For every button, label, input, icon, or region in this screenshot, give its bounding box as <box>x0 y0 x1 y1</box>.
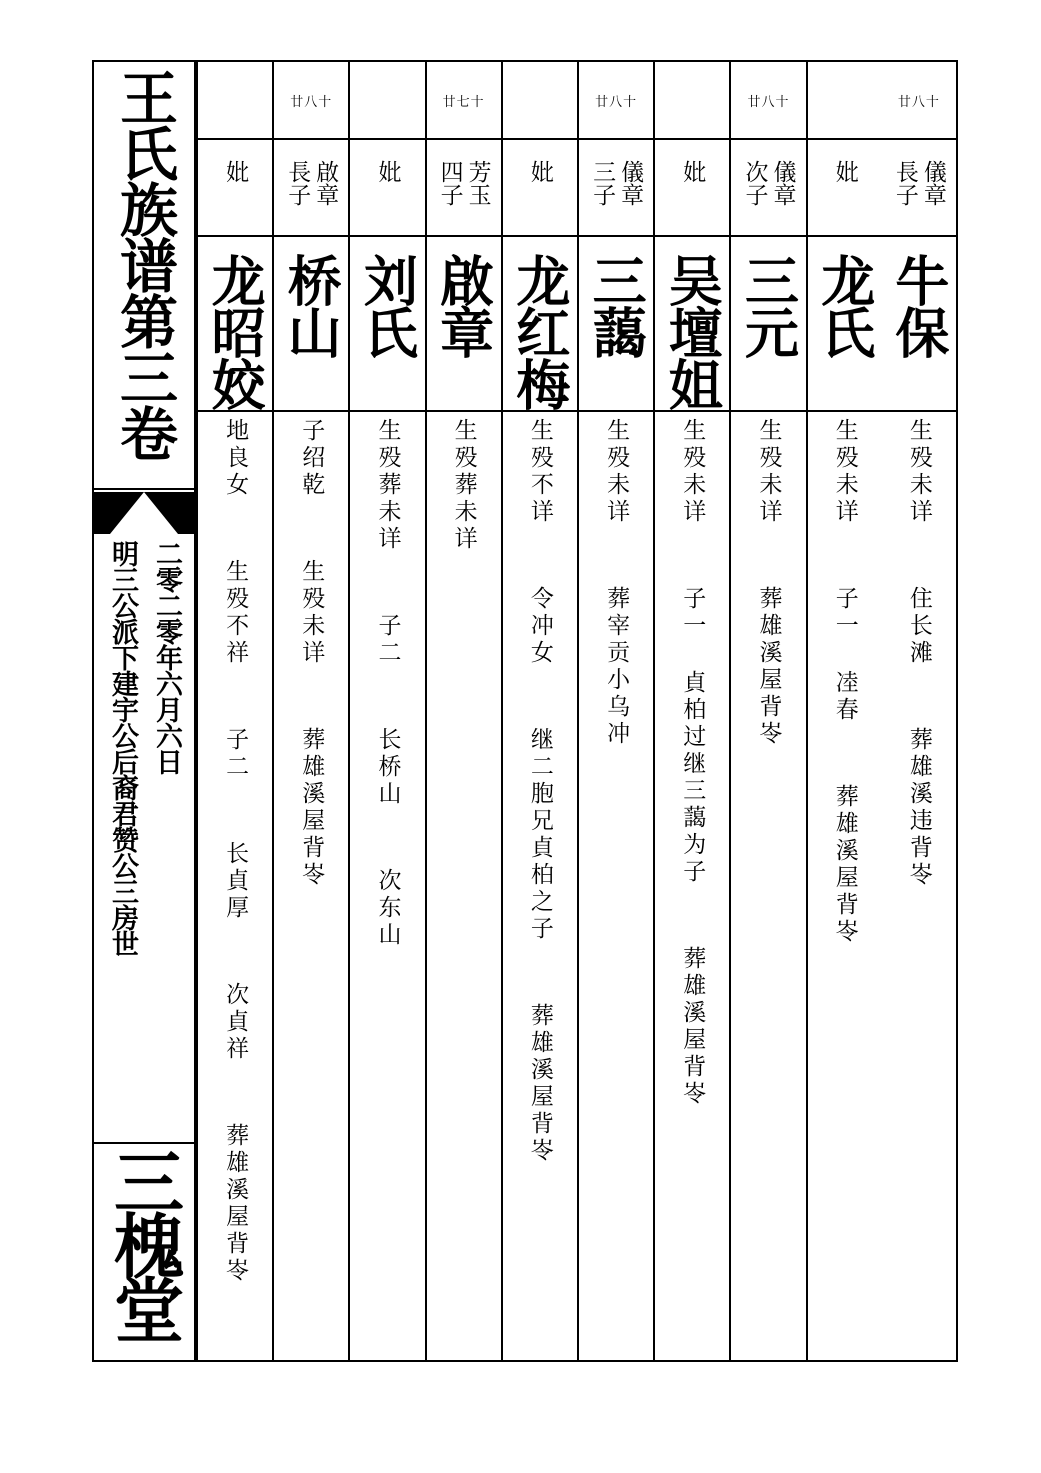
relation-label: 妣 <box>679 160 706 183</box>
relation-label: 儀章 長子 <box>891 160 946 206</box>
name-cell <box>350 237 424 412</box>
entry-column <box>729 62 805 1360</box>
generation-label: 廿八十 <box>290 94 333 110</box>
entry-column <box>501 62 577 1360</box>
entry-column <box>196 62 272 1360</box>
generation-label: 廿八十 <box>747 94 790 110</box>
description-cell <box>731 412 805 748</box>
generation-cell <box>198 62 272 140</box>
relation-cell <box>198 140 272 237</box>
relation-cell <box>503 140 577 237</box>
generation-cell <box>274 62 348 140</box>
person-description: 生殁未详 子一 㓐春 葬雄溪屋背岺 <box>831 418 858 946</box>
person-description: 生殁未详 住长滩 葬雄溪违背岺 <box>905 418 932 889</box>
generation-cell <box>731 62 805 140</box>
name-cell <box>198 237 272 412</box>
relation-cell <box>427 140 501 237</box>
generation-cell <box>655 62 729 140</box>
genealogy-page-frame <box>92 60 958 1362</box>
relation-label: 芳玉 四子 <box>436 160 491 206</box>
relation-label: 儀章 三子 <box>589 160 644 206</box>
person-name: 刘氏 <box>355 253 420 357</box>
person-name: 龙红梅 <box>507 253 572 409</box>
subtitle-lineage: 明三公派下建宇公后裔君赞公三房世 <box>107 540 138 956</box>
entry-column <box>806 62 882 1360</box>
person-name: 三藹 <box>584 253 649 357</box>
relation-label: 妣 <box>222 160 249 183</box>
description-cell <box>808 412 882 946</box>
entry-column <box>653 62 729 1360</box>
generation-cell <box>427 62 501 140</box>
person-description: 生殁未详 子一 貞柏过继三藹为子 葬雄溪屋背岺 <box>679 418 706 1108</box>
description-cell <box>579 412 653 748</box>
title-column <box>94 62 196 1360</box>
generation-label: 廿七十 <box>442 94 485 110</box>
relation-cell <box>579 140 653 237</box>
title-box <box>94 62 194 490</box>
person-description: 地良女 生殁不祥 子二 长貞厚 次貞祥 葬雄溪屋背岺 <box>222 418 249 1285</box>
relation-label: 啟章 長子 <box>284 160 339 206</box>
relation-label: 儀章 次子 <box>741 160 796 206</box>
description-cell <box>350 412 424 949</box>
person-name: 牛保 <box>886 253 951 357</box>
relation-label: 妣 <box>831 160 858 183</box>
description-cell <box>882 412 956 889</box>
name-cell <box>579 237 653 412</box>
generation-cell <box>882 62 956 140</box>
entry-column <box>425 62 501 1360</box>
entry-column <box>348 62 424 1360</box>
page-title: 王氏族谱第三卷 <box>110 68 178 460</box>
generation-label: 廿八十 <box>595 94 638 110</box>
description-cell <box>655 412 729 1108</box>
name-cell <box>882 237 956 412</box>
relation-cell <box>882 140 956 237</box>
person-name: 龙昭姣 <box>203 253 268 409</box>
relation-cell <box>655 140 729 237</box>
relation-label: 妣 <box>526 160 553 183</box>
description-cell <box>503 412 577 1165</box>
generation-cell <box>350 62 424 140</box>
name-cell <box>427 237 501 412</box>
relation-label: 妣 <box>374 160 401 183</box>
subtitle-area <box>94 534 194 1142</box>
name-cell <box>274 237 348 412</box>
subtitle-date: 二零二零年六月六日 <box>151 540 182 774</box>
generation-label: 廿八十 <box>897 94 940 110</box>
person-description: 生殁未详 葬宰贡小乌冲 <box>603 418 630 748</box>
name-cell <box>655 237 729 412</box>
relation-cell <box>274 140 348 237</box>
description-cell <box>274 412 348 889</box>
relation-cell <box>731 140 805 237</box>
entry-column <box>577 62 653 1360</box>
person-description: 生殁未详 葬雄溪屋背岺 <box>755 418 782 748</box>
entry-column <box>272 62 348 1360</box>
hall-name-box <box>94 1142 194 1362</box>
entries-grid <box>196 62 956 1360</box>
description-cell <box>198 412 272 1285</box>
person-description: 生殁葬未详 <box>450 418 477 553</box>
description-cell <box>427 412 501 553</box>
hall-name: 三槐堂 <box>102 1146 186 1338</box>
person-description: 子绍乾 生殁未详 葬雄溪屋背岺 <box>298 418 325 889</box>
name-cell <box>808 237 882 412</box>
generation-cell <box>503 62 577 140</box>
person-name: 桥山 <box>279 253 344 357</box>
name-cell <box>731 237 805 412</box>
person-name: 啟章 <box>431 253 496 357</box>
person-name: 龙氏 <box>812 253 877 357</box>
person-description: 生殁不详 令冲女 继二胞兄貞柏之子 葬雄溪屋背岺 <box>526 418 553 1165</box>
name-cell <box>503 237 577 412</box>
person-name: 三元 <box>736 253 801 357</box>
arrow-notch-icon <box>110 492 178 534</box>
generation-cell <box>808 62 882 140</box>
relation-cell <box>350 140 424 237</box>
relation-cell <box>808 140 882 237</box>
entry-column <box>882 62 956 1360</box>
person-name: 吴壇姐 <box>660 253 725 409</box>
generation-cell <box>579 62 653 140</box>
person-description: 生殁葬未详 子二 长桥山 次东山 <box>374 418 401 949</box>
